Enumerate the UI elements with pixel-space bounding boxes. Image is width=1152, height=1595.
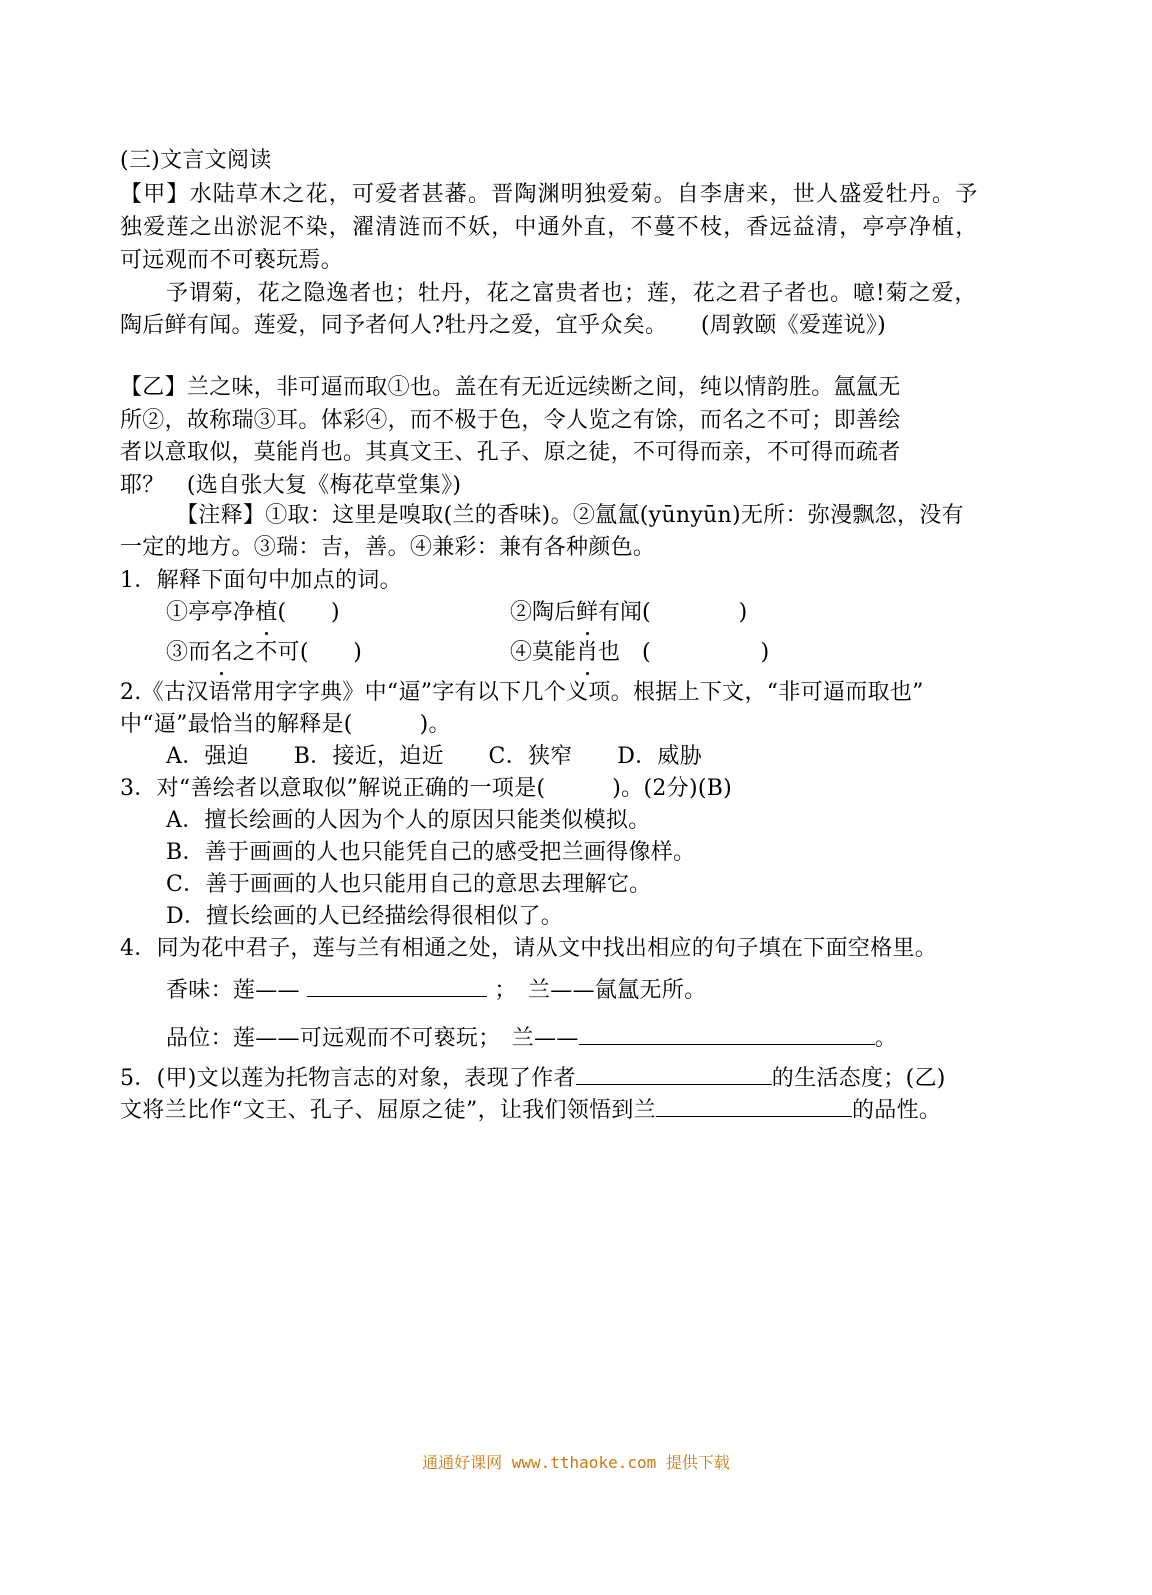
dotted-char: 鲜 [576, 598, 598, 628]
question-1-item-a: ①亭亭净植( ) [166, 598, 340, 628]
dotted-char: 肖 [576, 638, 598, 668]
question-3-option-a: A．擅长绘画的人因为个人的原因只能类似模拟。 [166, 808, 651, 833]
dotted-char: 植 [255, 598, 277, 628]
question-3-option-c: C．善于画画的人也只能用自己的意思去理解它。 [166, 872, 652, 897]
question-1-item-b: ②陶后鲜有闻( ) [510, 598, 747, 628]
question-2-line: 中“逼”最恰当的解释是( )。 [120, 712, 451, 737]
passage-yi-line: 【乙】兰之味，非可逼而取①也。盖在有无近远续断之间，纯以情韵胜。氲氲无 [120, 375, 901, 400]
passage-yi-line: 所②，故称瑞③耳。体彩④，而不极于色，令人览之有馀，而名之不可；即善绘 [120, 408, 901, 433]
section-title: (三)文言文阅读 [120, 148, 272, 173]
passage-jia-line: 陶后鲜有闻。莲爱，同予者何人?牡丹之爱，宜乎众矣。 (周敦颐《爱莲说》) [120, 313, 887, 338]
passage-yi-line: 耶？ (选自张大复《梅花草堂集》) [120, 473, 462, 498]
passage-yi-line: 者以意取似，莫能肖也。其真文王、孔子、原之徒，不可得而亲，不可得而疏者 [120, 440, 901, 465]
answer-blank[interactable] [307, 974, 487, 997]
question-1-stem: 1．解释下面句中加点的词。 [120, 568, 402, 593]
question-3-option-d: D．擅长绘画的人已经描绘得很相似了。 [166, 904, 564, 929]
passage-jia-line: 予谓菊，花之隐逸者也；牡丹，花之富贵者也；莲，花之君子者也。噫!菊之爱， [166, 281, 978, 306]
passage-jia-line: 独爱莲之出淤泥不染，濯清涟而不妖，中通外直，不蔓不枝，香远益清，亭亭净植， [120, 215, 979, 240]
passage-jia-line: 可远观而不可亵玩焉。 [120, 248, 344, 273]
answer-blank[interactable] [656, 1094, 852, 1117]
footer-source: 通通好课网 www.tthaoke.com 提供下载 [422, 1453, 730, 1472]
answer-blank[interactable] [576, 1062, 772, 1085]
notes-line: 【注释】①取：这里是嗅取(兰的香味)。②氲氲(yūnyūn)无所：弥漫飘忽，没有 [176, 503, 964, 528]
question-4-stem: 4．同为花中君子，莲与兰有相通之处，请从文中找出相应的句子填在下面空格里。 [120, 936, 938, 961]
question-5-line-1: 5．(甲)文以莲为托物言志的对象，表现了作者 的生活态度；(乙) [120, 1062, 946, 1094]
question-1-item-d: ④莫能肖也 ( ) [510, 638, 769, 668]
question-4-row-2: 品位：莲——可远观而不可亵玩； 兰—— 。 [166, 1022, 897, 1054]
question-1-item-c: ③而名之不可( ) [166, 638, 362, 668]
notes-line: 一定的地方。③瑞：吉，善。④兼彩：兼有各种颜色。 [120, 535, 656, 560]
answer-blank[interactable] [579, 1022, 875, 1045]
passage-jia-line: 【甲】水陆草木之花，可爱者甚蕃。晋陶渊明独爱菊。自李唐来，世人盛爱牡丹。予 [120, 182, 979, 207]
question-4-row-1: 香味：莲—— ； 兰——氤氲无所。 [166, 974, 706, 1006]
dotted-char: 名 [211, 638, 233, 668]
question-5-line-2: 文将兰比作“文王、孔子、屈原之徒”，让我们领悟到兰 的品性。 [120, 1094, 941, 1126]
question-2-line: 2.《古汉语常用字字典》中“逼”字有以下几个义项。根据上下文，“非可逼而取也” [120, 680, 924, 705]
question-2-options: A．强迫 B．接近，迫近 C．狭窄 D．威胁 [166, 744, 703, 769]
question-3-option-b: B．善于画画的人也只能凭自己的感受把兰画得像样。 [166, 840, 696, 865]
question-3-stem: 3．对“善绘者以意取似”解说正确的一项是( )。(2分)(B) [120, 776, 733, 801]
